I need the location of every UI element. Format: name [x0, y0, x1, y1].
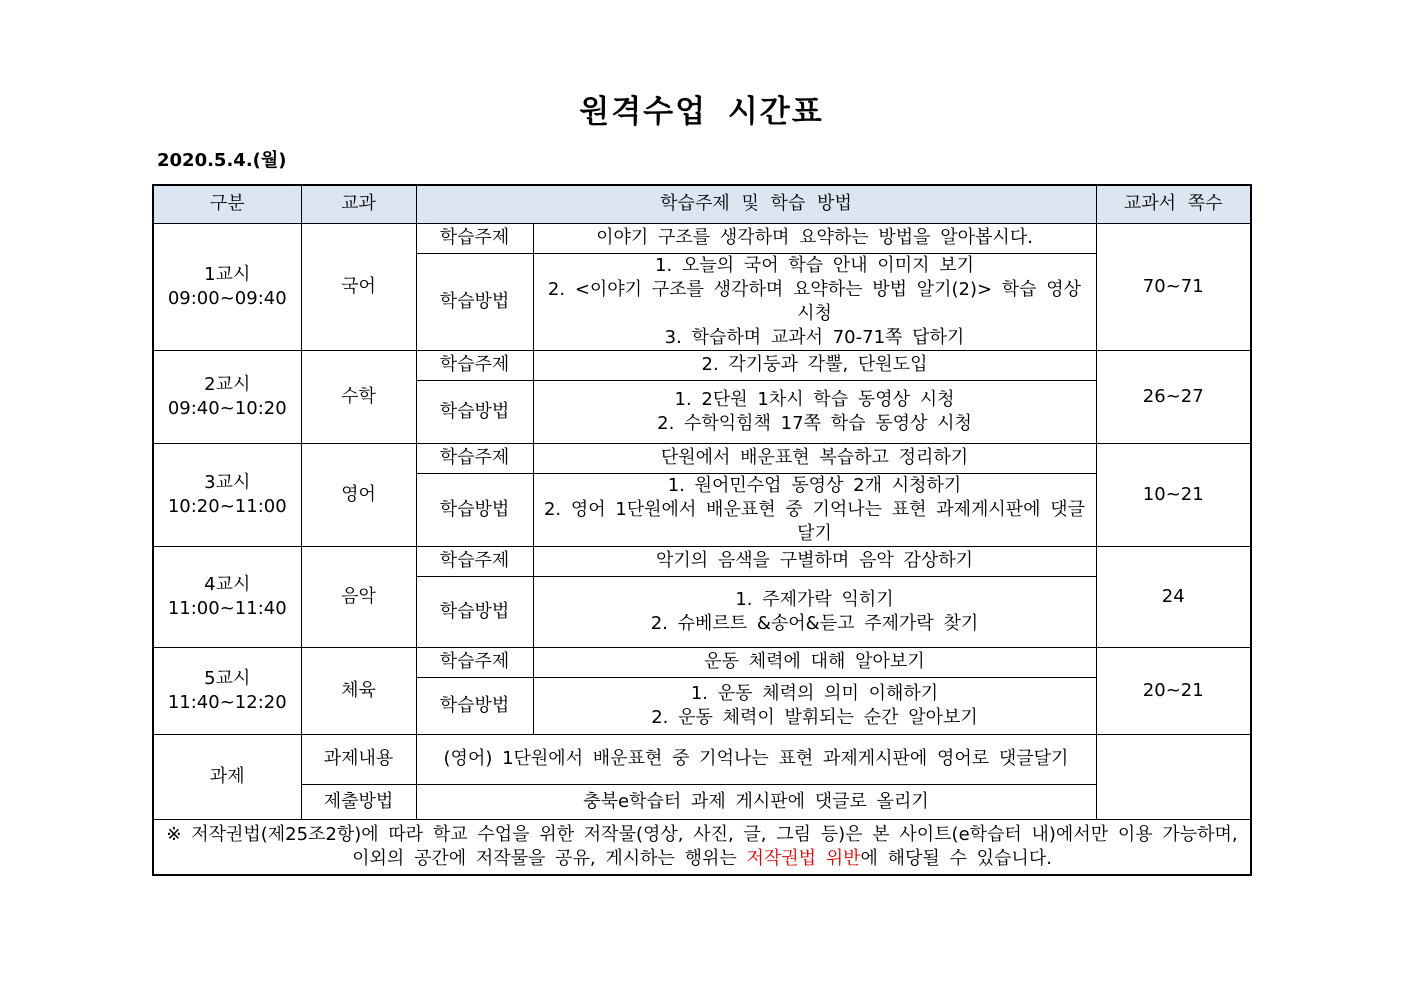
homework-content-label: 과제내용: [301, 734, 416, 784]
notice-highlight: 저작권법 위반: [746, 847, 861, 869]
period-5-cell: [153, 647, 301, 734]
homework-label: 과제: [153, 734, 301, 819]
period-1-topic-row: [153, 223, 1251, 253]
period-1-method-item: 3. 학습하며 교과서 70-71쪽 답하기: [664, 326, 965, 348]
period-4-topic-label: 학습주제: [416, 546, 533, 576]
period-1-topic-label: 학습주제: [416, 223, 533, 253]
period-1-label: 1교시: [204, 263, 251, 285]
period-3-method-label: 학습방법: [416, 473, 533, 546]
period-3-cell: [153, 443, 301, 546]
period-2-methods: [533, 380, 1096, 443]
period-5-method-item: 2. 운동 체력이 발휘되는 순간 알아보기: [651, 706, 978, 728]
period-3-subject: 영어: [301, 443, 416, 546]
period-4-cell: [153, 546, 301, 647]
homework-submit-row: [153, 784, 1251, 819]
period-2-topic: 2. 각기둥과 각뿔, 단원도입: [533, 350, 1096, 380]
period-2-label: 2교시: [204, 373, 251, 395]
header-pages: 교과서 쪽수: [1096, 185, 1251, 223]
period-5-topic: 운동 체력에 대해 알아보기: [533, 647, 1096, 677]
schedule-table: [152, 184, 1252, 876]
period-4-topic: 악기의 음색을 구별하며 음악 감상하기: [533, 546, 1096, 576]
period-1-cell: [153, 223, 301, 350]
period-5-pages: 20~21: [1096, 647, 1251, 734]
period-5-methods: [533, 677, 1096, 734]
period-5-topic-label: 학습주제: [416, 647, 533, 677]
period-3-time: 10:20~11:00: [167, 495, 287, 517]
notice-row: [153, 819, 1251, 875]
period-3-method-item: 2. 영어 1단원에서 배운표현 중 기억나는 표현 과제게시판에 댓글달기: [543, 498, 1086, 544]
header-subject: 교과: [301, 185, 416, 223]
period-1-method-item: 1. 오늘의 국어 학습 안내 이미지 보기: [655, 254, 974, 276]
page-title: 원격수업 시간표: [579, 94, 824, 130]
period-1-pages: 70~71: [1096, 223, 1251, 350]
period-4-topic-row: [153, 546, 1251, 576]
period-4-method-label: 학습방법: [416, 576, 533, 647]
homework-content-row: [153, 734, 1251, 784]
period-4-time: 11:00~11:40: [167, 597, 287, 619]
period-5-method-label: 학습방법: [416, 677, 533, 734]
period-4-method-item: 1. 주제가락 익히기: [735, 588, 894, 610]
period-2-time: 09:40~10:20: [167, 397, 287, 419]
period-1-topic: 이야기 구조를 생각하며 요약하는 방법을 알아봅시다.: [533, 223, 1096, 253]
period-5-method-item: 1. 운동 체력의 의미 이해하기: [690, 682, 939, 704]
homework-submit: 충북e학습터 과제 게시판에 댓글로 올리기: [416, 784, 1096, 819]
header-content: 학습주제 및 학습 방법: [416, 185, 1096, 223]
notice-text: ※ 저작권법(제25조2항)에 따라 학교 수업을 위한 저작물(영상, 사진, 글, 그림 등)은 본 사이트(e학습터 내)에서만 이용 가능하며, 이외의 공간에 저작물을 공유, 게시하는 행위는: [166, 823, 1238, 869]
date-label: 2020.5.4.(월): [157, 150, 287, 171]
period-3-topic-label: 학습주제: [416, 443, 533, 473]
period-5-time: 11:40~12:20: [167, 691, 287, 713]
period-1-method-item: 2. <이야기 구조를 생각하며 요약하는 방법 알기(2)> 학습 영상 시청: [547, 278, 1082, 324]
period-3-label: 3교시: [204, 471, 251, 493]
period-2-method-label: 학습방법: [416, 380, 533, 443]
period-2-method-item: 2. 수학익힘책 17쪽 학습 동영상 시청: [657, 412, 972, 434]
period-2-pages: 26~27: [1096, 350, 1251, 443]
period-4-pages: 24: [1096, 546, 1251, 647]
period-1-subject: 국어: [301, 223, 416, 350]
period-4-method-item: 2. 슈베르트 &송어&듣고 주제가락 찾기: [650, 612, 979, 634]
period-2-topic-row: [153, 350, 1251, 380]
period-4-methods: [533, 576, 1096, 647]
period-3-topic-row: [153, 443, 1251, 473]
period-2-method-item: 1. 2단원 1차시 학습 동영상 시청: [674, 388, 955, 410]
period-4-label: 4교시: [204, 573, 251, 595]
copyright-notice: [153, 819, 1251, 875]
period-5-topic-row: [153, 647, 1251, 677]
period-1-method-label: 학습방법: [416, 253, 533, 350]
notice-text-end: 에 해당될 수 있습니다.: [860, 847, 1052, 869]
homework-submit-label: 제출방법: [301, 784, 416, 819]
period-5-label: 5교시: [204, 667, 251, 689]
period-4-subject: 음악: [301, 546, 416, 647]
header-category: 구분: [153, 185, 301, 223]
period-1-time: 09:00~09:40: [167, 287, 287, 309]
homework-pages-empty: [1096, 734, 1251, 819]
period-3-topic: 단원에서 배운표현 복습하고 정리하기: [533, 443, 1096, 473]
period-3-pages: 10~21: [1096, 443, 1251, 546]
header-row: [153, 185, 1251, 223]
period-1-methods: [533, 253, 1096, 350]
period-3-methods: [533, 473, 1096, 546]
period-3-method-item: 1. 원어민수업 동영상 2개 시청하기: [667, 474, 962, 496]
homework-content: (영어) 1단원에서 배운표현 중 기억나는 표현 과제게시판에 영어로 댓글달기: [416, 734, 1096, 784]
period-2-cell: [153, 350, 301, 443]
period-2-subject: 수학: [301, 350, 416, 443]
period-2-topic-label: 학습주제: [416, 350, 533, 380]
period-5-subject: 체육: [301, 647, 416, 734]
